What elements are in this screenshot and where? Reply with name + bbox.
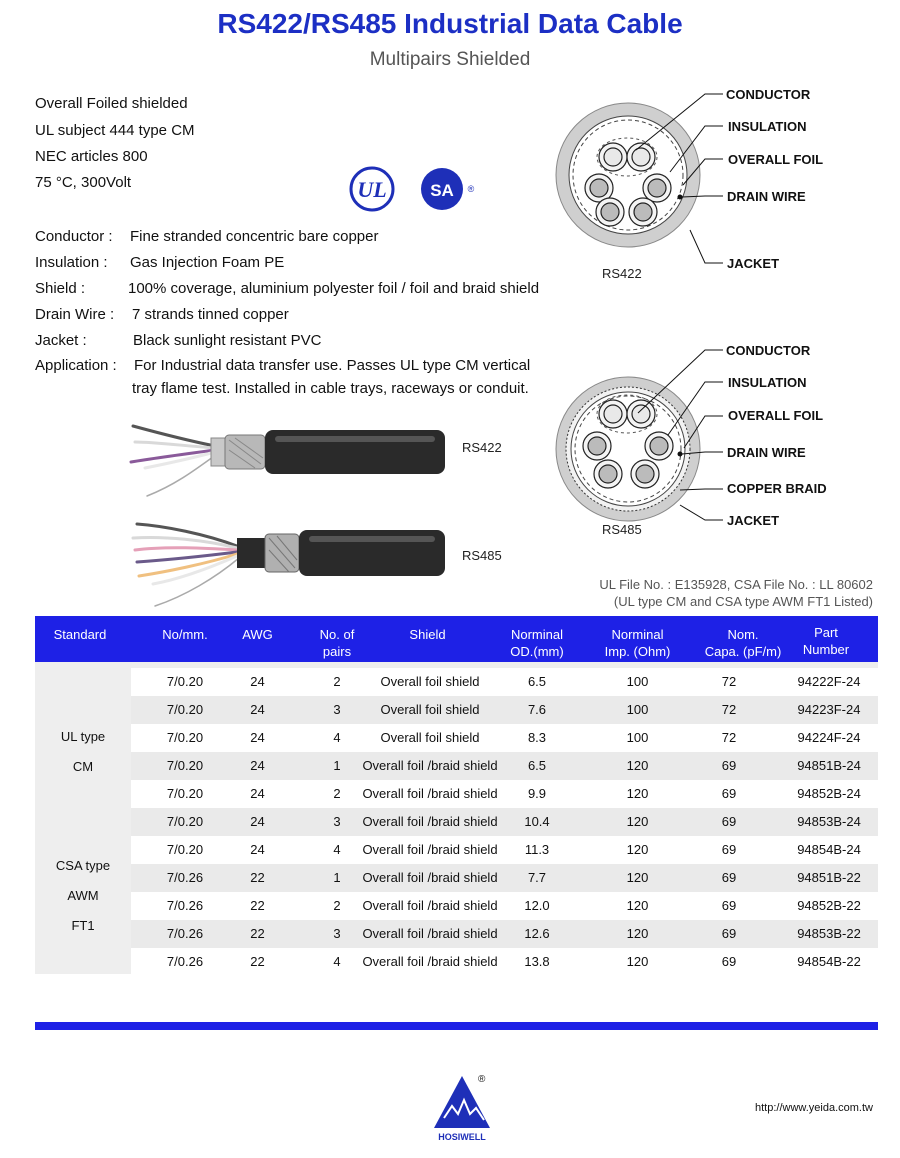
cell-capa: 69 xyxy=(721,898,737,913)
cell-no-mm: 7/0.20 xyxy=(166,786,204,801)
cell-pairs: 2 xyxy=(333,898,341,913)
spec-value-application-cont: tray flame test. Installed in cable trays, raceways or conduit. xyxy=(132,380,529,397)
spec-value-shield: 100% coverage, aluminium polyester foil / foil and braid shield xyxy=(128,280,540,297)
cell-od: 7.7 xyxy=(527,870,547,885)
feature-line: 75 °C, 300Volt xyxy=(35,174,132,191)
cell-part-number: 94852B-24 xyxy=(797,786,861,801)
cell-no-mm: 7/0.20 xyxy=(166,814,204,829)
table-row xyxy=(131,864,878,892)
header-nominal-imp: Norminal Imp. (Ohm) xyxy=(604,627,671,659)
table-row xyxy=(131,808,878,836)
spec-label-drain-wire: Drain Wire : xyxy=(35,306,115,323)
cell-awg: 24 xyxy=(250,758,265,773)
rs422-leader-lines xyxy=(620,90,730,275)
cell-awg: 24 xyxy=(250,842,265,857)
rs422-photo-label: RS422 xyxy=(462,440,502,455)
cell-shield: Overall foil /braid shield xyxy=(362,786,498,801)
cell-pairs: 4 xyxy=(333,954,341,969)
table-row xyxy=(131,724,878,752)
cell-no-mm: 7/0.20 xyxy=(166,842,204,857)
header-standard: Standard xyxy=(53,627,107,642)
cell-shield: Overall foil /braid shield xyxy=(362,814,498,829)
cell-od: 13.8 xyxy=(524,954,550,969)
rs422-callout-conductor: CONDUCTOR xyxy=(726,87,811,102)
csa-logo-icon xyxy=(420,166,476,212)
cell-pairs: 3 xyxy=(333,814,341,829)
table-header xyxy=(35,616,878,662)
feature-line: Overall Foiled shielded xyxy=(35,95,188,112)
spec-value-jacket: Black sunlight resistant PVC xyxy=(133,332,322,349)
cell-capa: 72 xyxy=(721,702,737,717)
cell-imp: 120 xyxy=(626,926,649,941)
spec-label-shield: Shield : xyxy=(35,280,86,297)
cell-no-mm: 7/0.20 xyxy=(166,674,204,689)
hosiwell-logo xyxy=(430,1070,500,1142)
cell-pairs: 2 xyxy=(333,786,341,801)
cell-capa: 69 xyxy=(721,758,737,773)
cell-imp: 120 xyxy=(626,898,649,913)
cell-pairs: 3 xyxy=(333,926,341,941)
cell-part-number: 94851B-24 xyxy=(797,758,861,773)
spec-label-insulation: Insulation : xyxy=(35,254,108,271)
group-csa-type-awm-ft1: CSA type AWM FT1 xyxy=(55,858,111,933)
cell-awg: 22 xyxy=(250,926,265,941)
cell-capa: 69 xyxy=(721,926,737,941)
cell-shield: Overall foil /braid shield xyxy=(362,842,498,857)
cell-part-number: 94852B-22 xyxy=(797,898,861,913)
rs485-callout-conductor: CONDUCTOR xyxy=(726,343,811,358)
cell-od: 6.5 xyxy=(527,758,547,773)
rs485-diagram-caption: RS485 xyxy=(602,522,642,537)
table-row xyxy=(131,668,878,696)
rs485-callout-jacket: JACKET xyxy=(727,513,780,528)
rs485-callout-overall-foil: OVERALL FOIL xyxy=(728,408,824,423)
table-row xyxy=(131,836,878,864)
cell-imp: 120 xyxy=(626,870,649,885)
cell-no-mm: 7/0.26 xyxy=(166,954,204,969)
cell-no-mm: 7/0.26 xyxy=(166,870,204,885)
page-title: RS422/RS485 Industrial Data Cable xyxy=(217,8,683,39)
header-awg: AWG xyxy=(242,627,273,642)
cell-imp: 120 xyxy=(626,786,649,801)
cell-od: 11.3 xyxy=(524,842,550,857)
cell-awg: 24 xyxy=(250,786,265,801)
cell-imp: 120 xyxy=(626,814,649,829)
cell-od: 12.0 xyxy=(524,898,550,913)
cell-pairs: 3 xyxy=(333,702,341,717)
brand-name: HOSIWELL xyxy=(438,1132,486,1142)
header-part-number: Part Number xyxy=(802,625,850,657)
rs485-photo-label: RS485 xyxy=(462,548,502,563)
cell-part-number: 94222F-24 xyxy=(797,674,861,689)
table-row xyxy=(131,752,878,780)
cell-shield: Overall foil shield xyxy=(380,674,480,689)
cell-shield: Overall foil shield xyxy=(380,702,480,717)
cell-awg: 22 xyxy=(250,954,265,969)
cell-pairs: 4 xyxy=(333,730,341,745)
header-shield: Shield xyxy=(409,627,446,642)
file-info-line1: UL File No. : E135928, CSA File No. : LL 80602 xyxy=(599,577,873,592)
table-row xyxy=(131,920,878,948)
cell-imp: 100 xyxy=(626,702,649,717)
cell-part-number: 94224F-24 xyxy=(797,730,861,745)
rs485-cable-photo xyxy=(125,516,447,608)
cell-awg: 24 xyxy=(250,814,265,829)
table-row xyxy=(131,696,878,724)
cell-imp: 100 xyxy=(626,674,649,689)
cell-shield: Overall foil /braid shield xyxy=(362,926,498,941)
spec-value-conductor: Fine stranded concentric bare copper xyxy=(130,228,379,245)
cell-shield: Overall foil /braid shield xyxy=(362,954,498,969)
cell-awg: 22 xyxy=(250,870,265,885)
cell-capa: 69 xyxy=(721,954,737,969)
group-ul-type-cm: UL type CM xyxy=(60,729,106,774)
rs422-cable-photo xyxy=(125,410,447,500)
feature-line: NEC articles 800 xyxy=(35,148,148,165)
svg-text:®: ® xyxy=(467,184,475,194)
svg-text:UL: UL xyxy=(357,177,387,202)
cell-part-number: 94223F-24 xyxy=(797,702,861,717)
ul-logo-icon xyxy=(348,166,398,212)
cell-part-number: 94853B-22 xyxy=(797,926,861,941)
cell-od: 7.6 xyxy=(527,702,547,717)
spec-label-conductor: Conductor : xyxy=(35,228,113,245)
table-body xyxy=(35,662,878,974)
cell-capa: 69 xyxy=(721,814,737,829)
feature-line: UL subject 444 type CM xyxy=(35,122,195,139)
table-row xyxy=(131,948,878,976)
cell-no-mm: 7/0.26 xyxy=(166,898,204,913)
cell-awg: 24 xyxy=(250,702,265,717)
spec-label-jacket: Jacket : xyxy=(35,332,87,349)
table-bottom-bar xyxy=(35,1022,878,1030)
cell-pairs: 1 xyxy=(333,870,341,885)
cell-part-number: 94854B-24 xyxy=(797,842,861,857)
cell-part-number: 94854B-22 xyxy=(797,954,861,969)
header-no-mm: No/mm. xyxy=(162,627,208,642)
cell-imp: 120 xyxy=(626,758,649,773)
cell-od: 6.5 xyxy=(527,674,547,689)
spec-value-drain-wire: 7 strands tinned copper xyxy=(132,306,289,323)
rs485-callout-drain-wire: DRAIN WIRE xyxy=(727,445,806,460)
cell-imp: 120 xyxy=(626,954,649,969)
table-row xyxy=(131,780,878,808)
cell-no-mm: 7/0.26 xyxy=(166,926,204,941)
rs422-callout-insulation: INSULATION xyxy=(728,119,807,134)
rs485-callout-insulation: INSULATION xyxy=(728,375,807,390)
cell-od: 12.6 xyxy=(524,926,550,941)
header-nom-capa: Nom. Capa. (pF/m) xyxy=(704,627,782,659)
cell-no-mm: 7/0.20 xyxy=(166,758,204,773)
spec-label-application: Application : xyxy=(35,357,117,374)
registered-mark: ® xyxy=(478,1074,486,1085)
rs422-callout-jacket: JACKET xyxy=(727,256,780,271)
cell-pairs: 1 xyxy=(333,758,341,773)
cell-pairs: 4 xyxy=(333,842,341,857)
cell-awg: 24 xyxy=(250,674,265,689)
spec-value-insulation: Gas Injection Foam PE xyxy=(130,254,285,271)
table-row xyxy=(131,892,878,920)
cell-awg: 24 xyxy=(250,730,265,745)
rs485-callout-copper-braid: COPPER BRAID xyxy=(727,481,827,496)
cell-part-number: 94853B-24 xyxy=(797,814,861,829)
cell-part-number: 94851B-22 xyxy=(797,870,861,885)
cell-capa: 69 xyxy=(721,870,737,885)
header-nominal-od: Norminal OD.(mm) xyxy=(510,627,564,659)
cell-od: 9.9 xyxy=(527,786,547,801)
cell-no-mm: 7/0.20 xyxy=(166,702,204,717)
file-info xyxy=(599,576,873,610)
rs422-callout-overall-foil: OVERALL FOIL xyxy=(728,152,824,167)
cell-capa: 69 xyxy=(721,786,737,801)
cell-pairs: 2 xyxy=(333,674,341,689)
cell-no-mm: 7/0.20 xyxy=(166,730,204,745)
cell-capa: 72 xyxy=(721,730,737,745)
cell-imp: 120 xyxy=(626,842,649,857)
cell-shield: Overall foil shield xyxy=(380,730,480,745)
cell-od: 8.3 xyxy=(527,730,547,745)
cell-capa: 72 xyxy=(721,674,737,689)
spec-value-application: For Industrial data transfer use. Passes UL type CM vertical xyxy=(134,357,531,374)
cell-awg: 22 xyxy=(250,898,265,913)
cell-imp: 100 xyxy=(626,730,649,745)
rs485-leader-lines xyxy=(620,345,730,530)
cell-od: 10.4 xyxy=(524,814,550,829)
cell-shield: Overall foil /braid shield xyxy=(362,758,498,773)
svg-text:SA: SA xyxy=(430,181,454,200)
page-subtitle: Multipairs Shielded xyxy=(369,49,531,70)
rs422-callout-drain-wire: DRAIN WIRE xyxy=(727,189,806,204)
file-info-line2: (UL type CM and CSA type AWM FT1 Listed) xyxy=(613,594,873,609)
cell-capa: 69 xyxy=(721,842,737,857)
spec-table xyxy=(35,616,878,974)
website-url[interactable]: http://www.yeida.com.tw xyxy=(755,1102,873,1114)
rs422-diagram-caption: RS422 xyxy=(602,266,642,281)
cell-shield: Overall foil /braid shield xyxy=(362,898,498,913)
cell-shield: Overall foil /braid shield xyxy=(362,870,498,885)
header-no-of-pairs: No. of pairs xyxy=(319,627,355,659)
